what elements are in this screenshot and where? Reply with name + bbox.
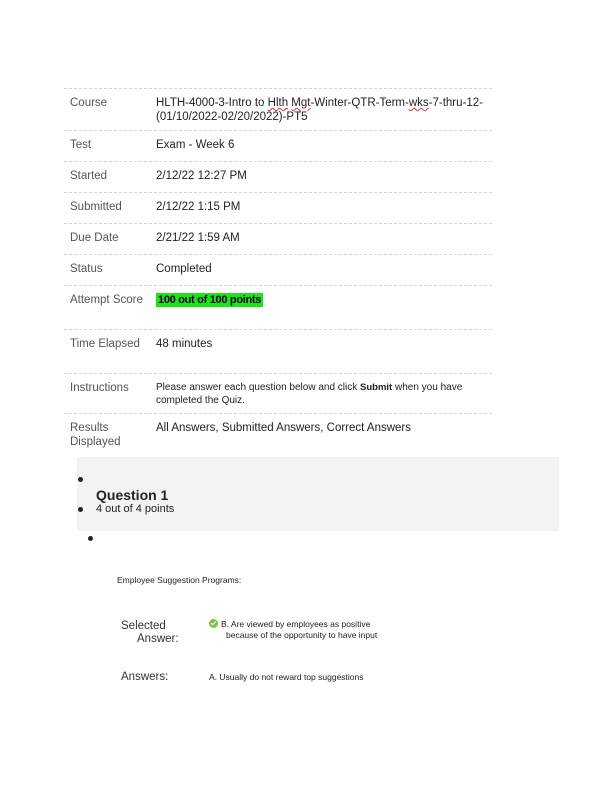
instructions-value: Please answer each question below and click Submit when you have completed the Quiz.: [156, 382, 463, 406]
test-label: Test: [70, 139, 92, 151]
course-value: HLTH-4000-3-Intro to Hlth Mgt-Winter-QTR-Term-wks-7-thru-12-(01/10/2022-02/20/2022)-PT5: [156, 97, 483, 123]
due-date-label: Due Date: [70, 232, 119, 244]
started-value: 2/12/22 12:27 PM: [156, 170, 247, 182]
row-instructions: [64, 374, 492, 414]
row-attempt-score: [64, 286, 492, 330]
question-title: Question 1: [96, 487, 169, 503]
bullet-dot: [78, 477, 83, 482]
bullet-dot: [78, 507, 83, 512]
row-submitted: [64, 193, 492, 224]
submitted-value: 2/12/22 1:15 PM: [156, 201, 241, 213]
due-date-value: 2/21/22 1:59 AM: [156, 232, 240, 244]
bullet-dot: [88, 536, 93, 541]
test-details-table: [64, 88, 492, 457]
selected-answer-label: Selected Answer:: [121, 620, 179, 645]
course-label: Course: [70, 97, 108, 109]
results-displayed-value: All Answers, Submitted Answers, Correct Answers: [156, 422, 412, 434]
results-displayed-label: Results Displayed: [70, 422, 121, 448]
row-started: [64, 162, 492, 193]
answer-option-a: A. Usually do not reward top suggestions: [209, 672, 364, 682]
time-elapsed-value: 48 minutes: [156, 338, 213, 350]
row-results-displayed: [64, 414, 492, 457]
started-label: Started: [70, 170, 108, 182]
selected-answer-value: B. Are viewed by employees as positive because of the opportunity to have input: [209, 619, 419, 641]
submitted-label: Submitted: [70, 201, 122, 213]
answers-label: Answers:: [121, 671, 169, 683]
row-course: [64, 89, 492, 131]
row-status: [64, 255, 492, 286]
attempt-score-label: Attempt Score: [70, 294, 143, 306]
time-elapsed-label: Time Elapsed: [70, 338, 140, 350]
attempt-score-value: 100 out of 100 points: [158, 294, 262, 306]
row-test: [64, 131, 492, 162]
row-time-elapsed: [64, 330, 492, 374]
row-due-date: [64, 224, 492, 255]
check-circle-icon: [209, 619, 218, 628]
question-prompt: Employee Suggestion Programs:: [117, 575, 242, 585]
status-value: Completed: [156, 263, 212, 275]
test-value: Exam - Week 6: [156, 139, 235, 151]
instructions-label: Instructions: [70, 382, 129, 394]
question-points: 4 out of 4 points: [96, 503, 175, 515]
status-label: Status: [70, 263, 103, 275]
